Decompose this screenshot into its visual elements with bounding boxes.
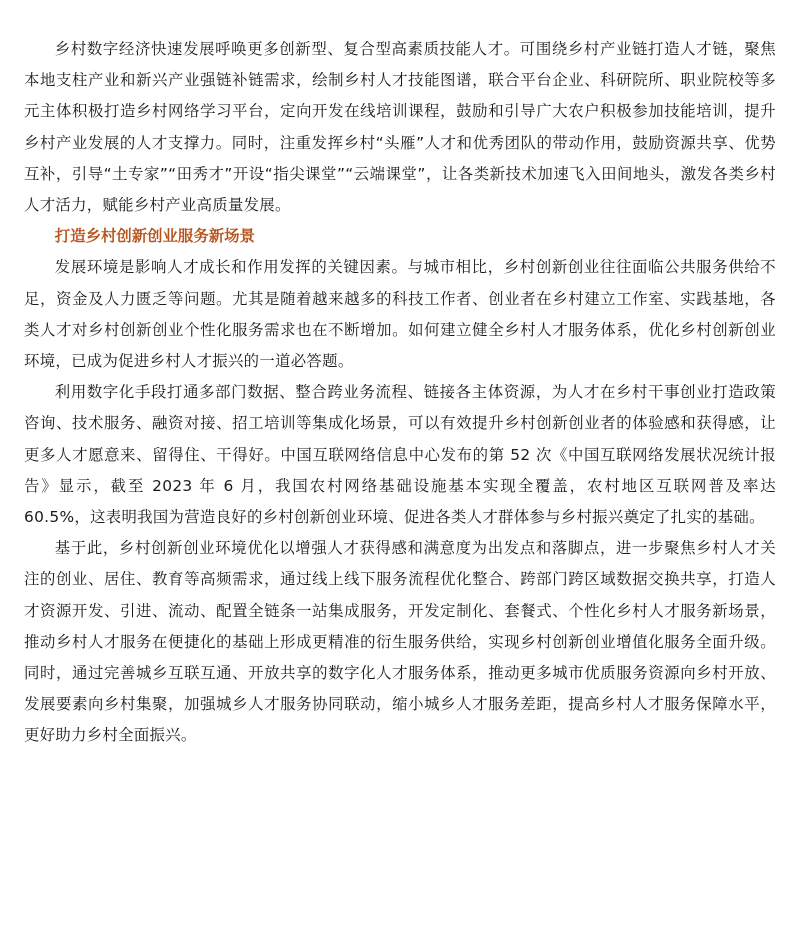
- paragraph-service-upgrade: 基于此，乡村创新创业环境优化以增强人才获得感和满意度为出发点和落脚点，进一步聚焦乡村人才关注的创业、居住、教育等高频需求，通过线上线下服务流程优化整合、跨部门跨区域数据交换共享，打造人才资源开发、引进、流动、配置全链条一站集成服务，开发定制化、套餐式、个性化乡村人才服务新场景，推动乡村人才服务在便捷化的基础上形成更精准的衍生服务供给，实现乡村创新创业增值化服务全面升级。同时，通过完善城乡互联互通、开放共享的数字化人才服务体系，推动更多城市优质服务资源向乡村开放、发展要素向乡村集聚，加强城乡人才服务协同联动，缩小城乡人才服务差距，提高乡村人才服务保障水平，更好助力乡村全面振兴。: [24, 539, 776, 745]
- article-body: [24, 34, 776, 752]
- section-heading: 打造乡村创新创业服务新场景: [54, 227, 255, 246]
- paragraph-digital-services: 利用数字化手段打通多部门数据、整合跨业务流程、链接各主体资源，为人才在乡村干事创业打造政策咨询、技术服务、融资对接、招工培训等集成化场景，可以有效提升乡村创新创业者的体验感和获得感，让更多人才愿意来、留得住、干得好。中国互联网络信息中心发布的第 52 次《中国互联网络发展状况统计报告》显示，截至 2023 年 6 月，我国农村网络基础设施基本实现全覆盖，农村地区互联网普及率达 60.5%，这表明我国为营造良好的乡村创新创业环境、促进各类人才群体参与乡村振兴奠定了扎实的基础。: [24, 383, 776, 527]
- paragraph-development-environment: 发展环境是影响人才成长和作用发挥的关键因素。与城市相比，乡村创新创业往往面临公共服务供给不足，资金及人力匮乏等问题。尤其是随着越来越多的科技工作者、创业者在乡村建立工作室、实践基地，各类人才对乡村创新创业个性化服务需求也在不断增加。如何建立健全乡村人才服务体系，优化乡村创新创业环境，已成为促进乡村人才振兴的一道必答题。: [24, 258, 776, 371]
- paragraph-talent-skills: 乡村数字经济快速发展呼唤更多创新型、复合型高素质技能人才。可围绕乡村产业链打造人才链，聚焦本地支柱产业和新兴产业强链补链需求，绘制乡村人才技能图谱，联合平台企业、科研院所、职业院校等多元主体积极打造乡村网络学习平台，定向开发在线培训课程，鼓励和引导广大农户积极参加技能培训，提升乡村产业发展的人才支撑力。同时，注重发挥乡村“头雁”人才和优秀团队的带动作用，鼓励资源共享、优势互补，引导“土专家”“田秀才”开设“指尖课堂”“云端课堂”，让各类新技术加速飞入田间地头，激发各类乡村人才活力，赋能乡村产业高质量发展。: [24, 40, 776, 215]
